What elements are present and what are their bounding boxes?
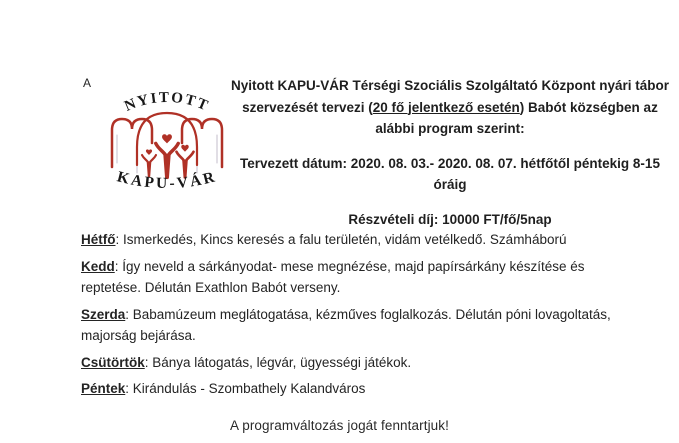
day-label: Csütörtök — [81, 354, 145, 370]
day-description: : Bánya látogatás, légvár, ügyességi játékok. — [144, 354, 412, 370]
day-description: : Így neveld a sárkányodat- mese megnézése, majd papírsárkány készítése és reptetése. Délután Exathlon Babót verseny. — [81, 258, 585, 295]
intro-paragraph — [230, 75, 670, 140]
day-description: : Babamúzeum meglátogatása, kézműves foglalkozás. Délután póni lovagoltatás, majorság bejárása. — [81, 306, 611, 343]
day-label: Hétfő — [81, 232, 116, 247]
schedule-row-monday — [81, 229, 622, 251]
day-label: Kedd — [81, 258, 115, 274]
day-description: : Kirándulás - Szombathely Kalandváros — [125, 381, 366, 396]
logo-bottom-wordmark: KAPU-VÁR — [115, 168, 219, 193]
schedule-row-tuesday — [81, 256, 622, 299]
schedule-row-thursday — [81, 352, 622, 374]
prefix-letter: A — [83, 76, 92, 90]
fee-line: Részvételi díj: 10000 FT/fő/5nap — [348, 211, 552, 227]
kapu-var-logo — [103, 83, 231, 211]
day-label: Péntek — [81, 381, 126, 396]
intro-text-before: Nyitott KAPU-VÁR Térségi Szociális Szolgáltató Központ nyári tábor szervezését tervezi ( — [230, 78, 670, 115]
schedule-row-friday — [81, 378, 622, 400]
schedule-block — [81, 229, 622, 405]
day-label: Szerda — [81, 306, 126, 322]
day-description: : Ismerkedés, Kincs keresés a falu területén, vidám vetélkedő. Számháború — [115, 232, 567, 247]
logo-figures — [142, 134, 194, 179]
intro-text-after: ) Babót községben az alábbi program szerint: — [375, 99, 658, 136]
schedule-row-wednesday — [81, 304, 622, 347]
header-block — [230, 75, 670, 243]
planned-date-line: Tervezett dátum: 2020. 08. 03.- 2020. 08. 07. hétfőtől péntekig 8-15 óráig — [240, 155, 660, 192]
program-change-disclaimer: A programváltozás jogát fenntartjuk! — [230, 418, 449, 433]
kapu-var-logo-graphic — [103, 83, 231, 211]
logo-top-wordmark: NYITOTT — [122, 89, 212, 115]
intro-text-underlined: 20 fő jelentkező esetén — [372, 99, 520, 115]
